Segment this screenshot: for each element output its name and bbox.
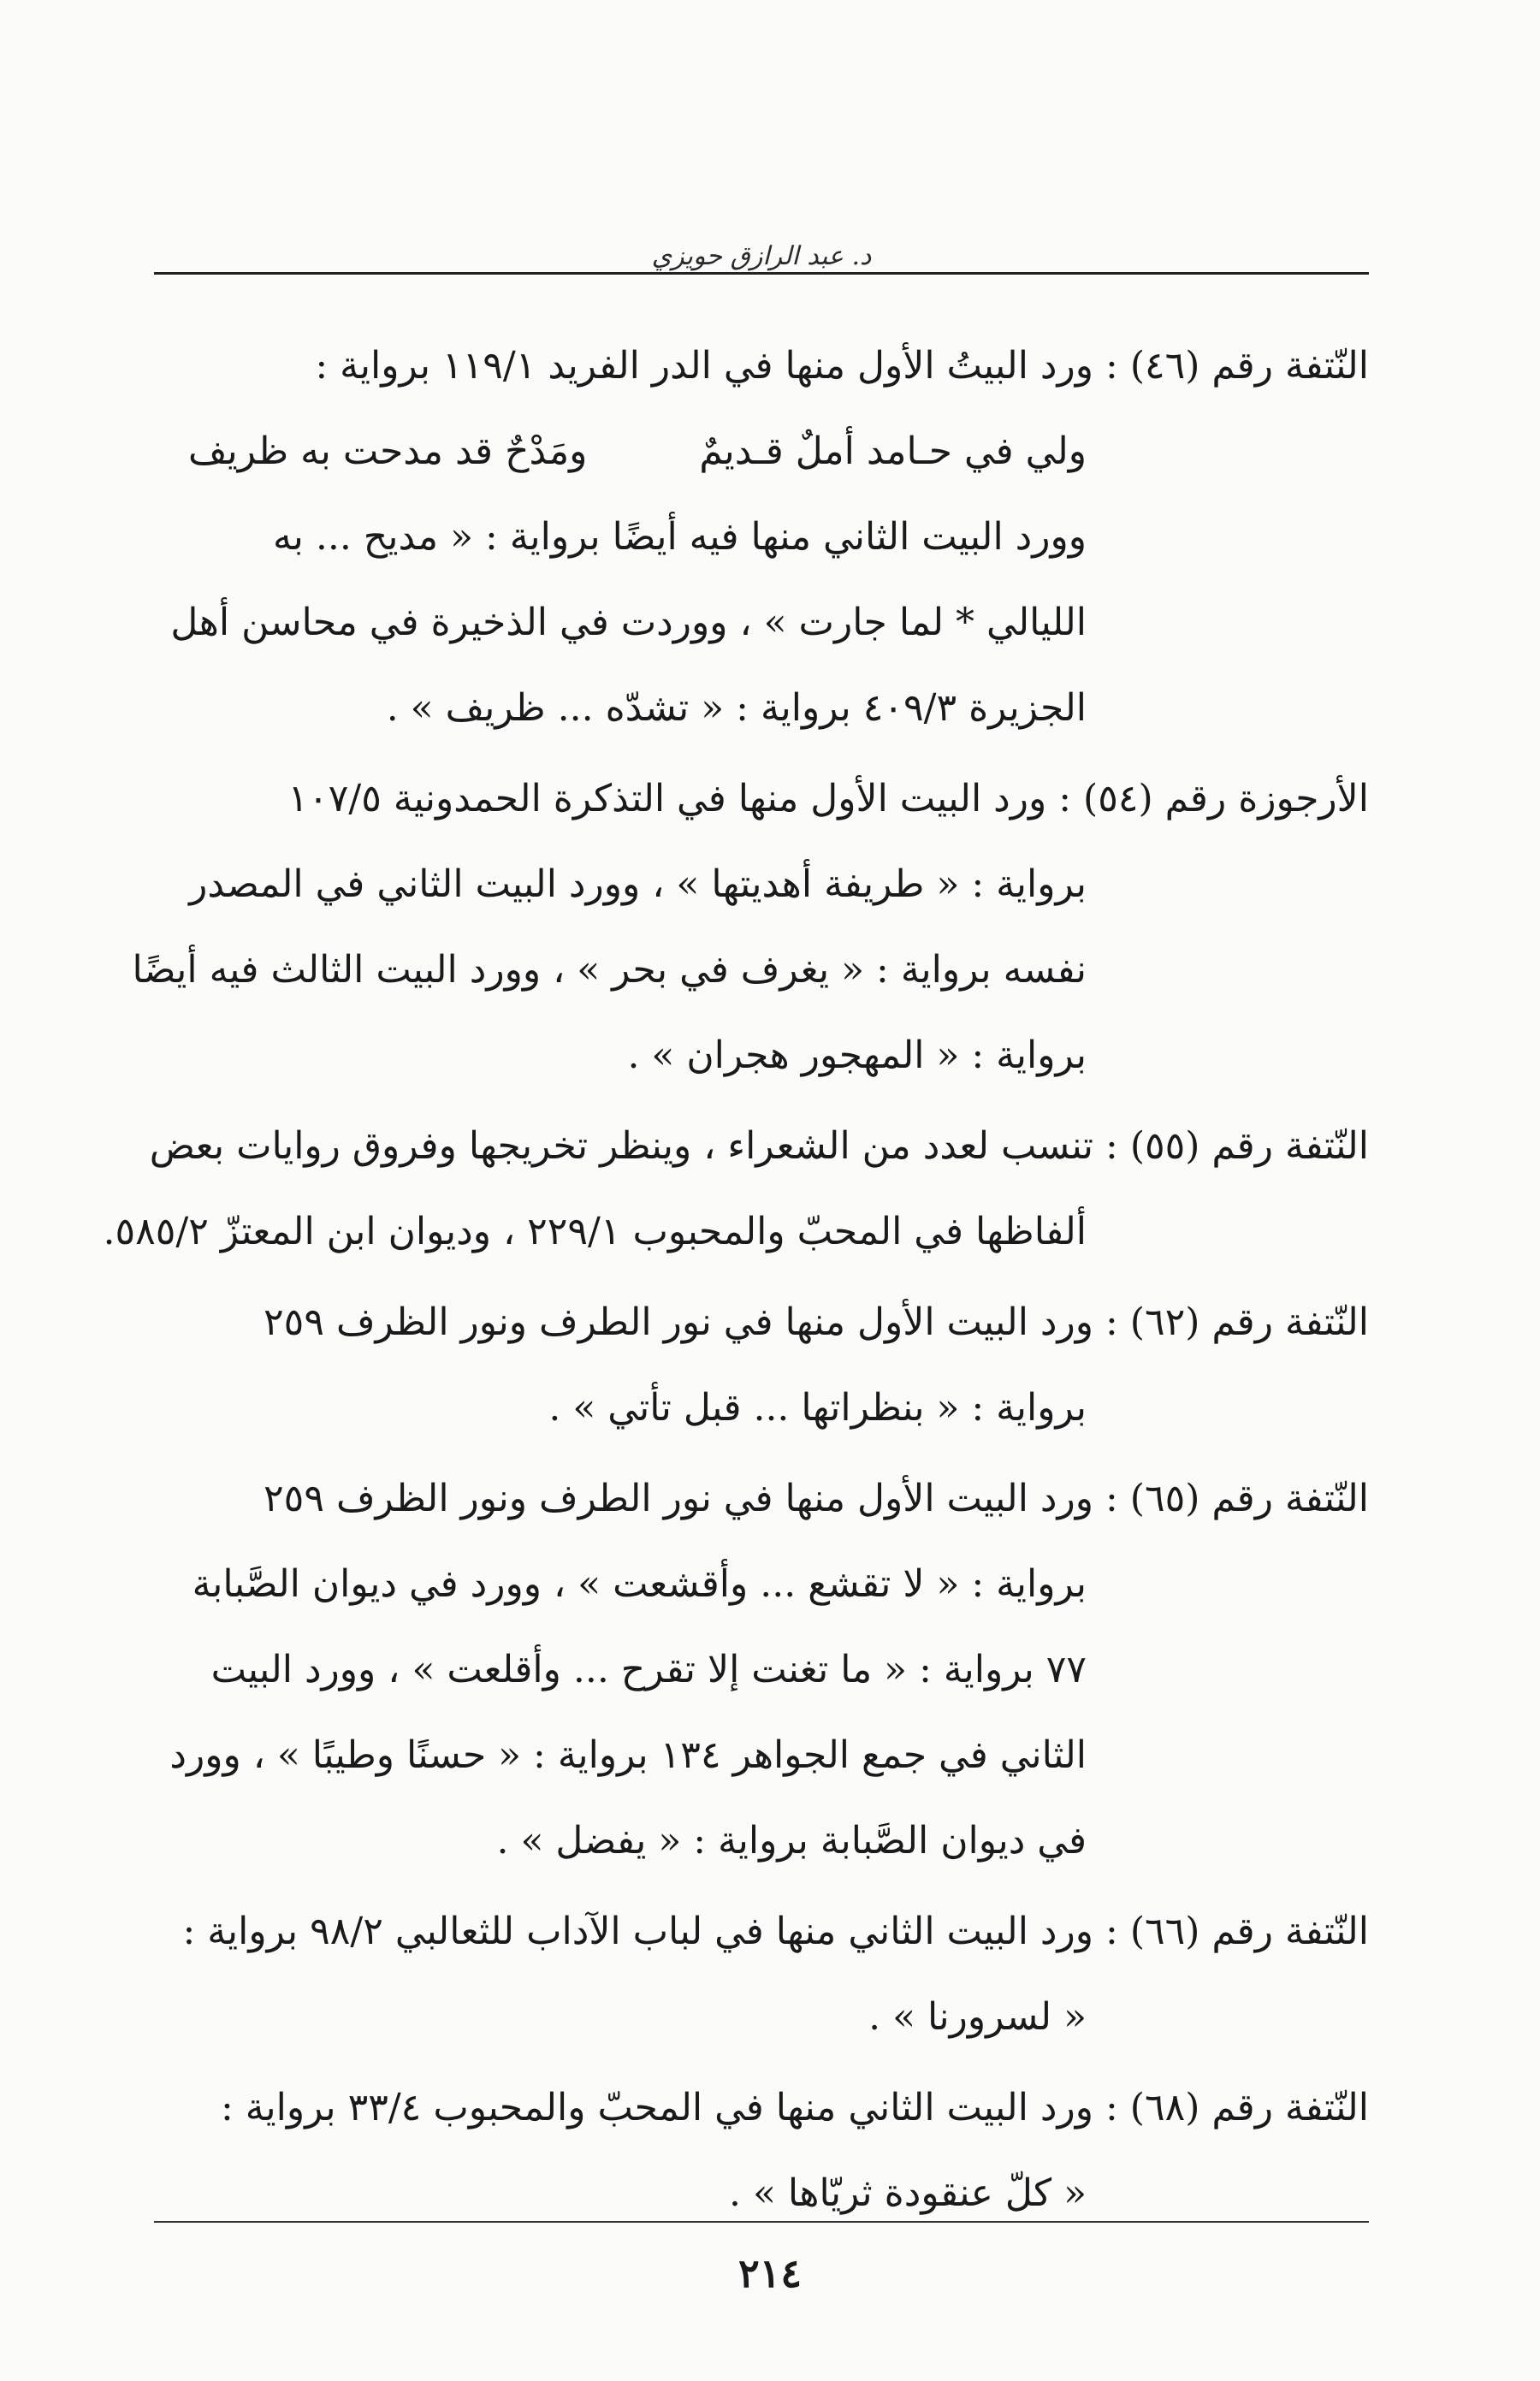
entry-line: برواية : « لا تقشع ... وأقشعت » ، وورد في ديوان الصَّبابة bbox=[192, 1562, 1087, 1606]
entry-line: « لسرورنا » . bbox=[868, 1995, 1087, 2039]
running-head: د. عبد الرازق حويزي bbox=[651, 241, 872, 271]
entry-line: النّتفة رقم (٦٦) : ورد البيت الثاني منها في لباب الآداب للثعالبي ٩٨/٢ برواية : bbox=[182, 1910, 1369, 1953]
entry-line: برواية : « المهجور هجران » . bbox=[627, 1034, 1087, 1077]
page-body bbox=[103, 323, 1369, 2242]
entry-line: ألفاظها في المحبّ والمحبوب ٢٢٩/١ ، وديوان ابن المعتزّ ٥٨٥/٢. bbox=[103, 1210, 1087, 1253]
entry-line: الثاني في جمع الجواهر ١٣٤ برواية : « حسنًا وطيبًا » ، وورد bbox=[169, 1733, 1087, 1777]
entry-line: الليالي * لما جارت » ، ووردت في الذخيرة في محاسن أهل bbox=[170, 601, 1087, 644]
entry-line: الأرجوزة رقم (٥٤) : ورد البيت الأول منها في التذكرة الحمدونية ١٠٧/٥ bbox=[287, 777, 1369, 820]
entry-55 bbox=[103, 1104, 1369, 1275]
entry-line: الجزيرة ٤٠٩/٣ برواية : « تشدّه ... ظريف » . bbox=[386, 686, 1087, 730]
entry-62 bbox=[154, 1280, 1369, 1451]
entry-line: نفسه برواية : « يغرف في بحر » ، وورد البيت الثالث فيه أيضًا bbox=[132, 948, 1087, 992]
entry-68 bbox=[154, 2065, 1369, 2236]
page-number: ٢١٤ bbox=[737, 2250, 803, 2296]
header-rule bbox=[154, 272, 1369, 275]
entry-line: النّتفة رقم (٦٥) : ورد البيت الأول منها في نور الطرف ونور الظرف ٢٥٩ bbox=[264, 1477, 1369, 1520]
verse-hemistich-right: ولي في حـامد أملٌ قـديمٌ bbox=[699, 429, 1087, 473]
entry-line: النّتفة رقم (٦٨) : ورد البيت الثاني منها في المحبّ والمحبوب ٣٣/٤ برواية : bbox=[220, 2086, 1369, 2129]
entry-46 bbox=[154, 323, 1369, 751]
entry-65 bbox=[154, 1456, 1369, 1884]
verse-hemistich-left: ومَدْحٌ قد مدحت به ظريف bbox=[188, 429, 588, 473]
entry-line: « كلّ عنقودة ثريّاها » . bbox=[729, 2171, 1087, 2215]
entry-54 bbox=[132, 756, 1369, 1099]
entry-66 bbox=[154, 1889, 1369, 2060]
entry-line: برواية : « بنظراتها ... قبل تأتي » . bbox=[548, 1386, 1087, 1430]
entry-line: برواية : « طريفة أهديتها » ، وورد البيت الثاني في المصدر bbox=[189, 862, 1087, 906]
entry-line: ٧٧ برواية : « ما تغنت إلا تقرح ... وأقلعت » ، وورد البيت bbox=[210, 1648, 1087, 1691]
footer-rule bbox=[154, 2221, 1369, 2223]
entry-line: في ديوان الصَّبابة برواية : « يفضل » . bbox=[496, 1819, 1087, 1863]
verse-line bbox=[154, 409, 1369, 495]
entry-line: النّتفة رقم (٤٦) : ورد البيتُ الأول منها في الدر الفريد ١١٩/١ برواية : bbox=[315, 344, 1369, 388]
entry-line: النّتفة رقم (٥٥) : تنسب لعدد من الشعراء ، وينظر تخريجها وفروق روايات بعض bbox=[149, 1124, 1369, 1168]
entry-line: وورد البيت الثاني منها فيه أيضًا برواية : « مديح ... به bbox=[273, 515, 1087, 559]
entry-line: النّتفة رقم (٦٢) : ورد البيت الأول منها في نور الطرف ونور الظرف ٢٥٩ bbox=[264, 1300, 1369, 1344]
